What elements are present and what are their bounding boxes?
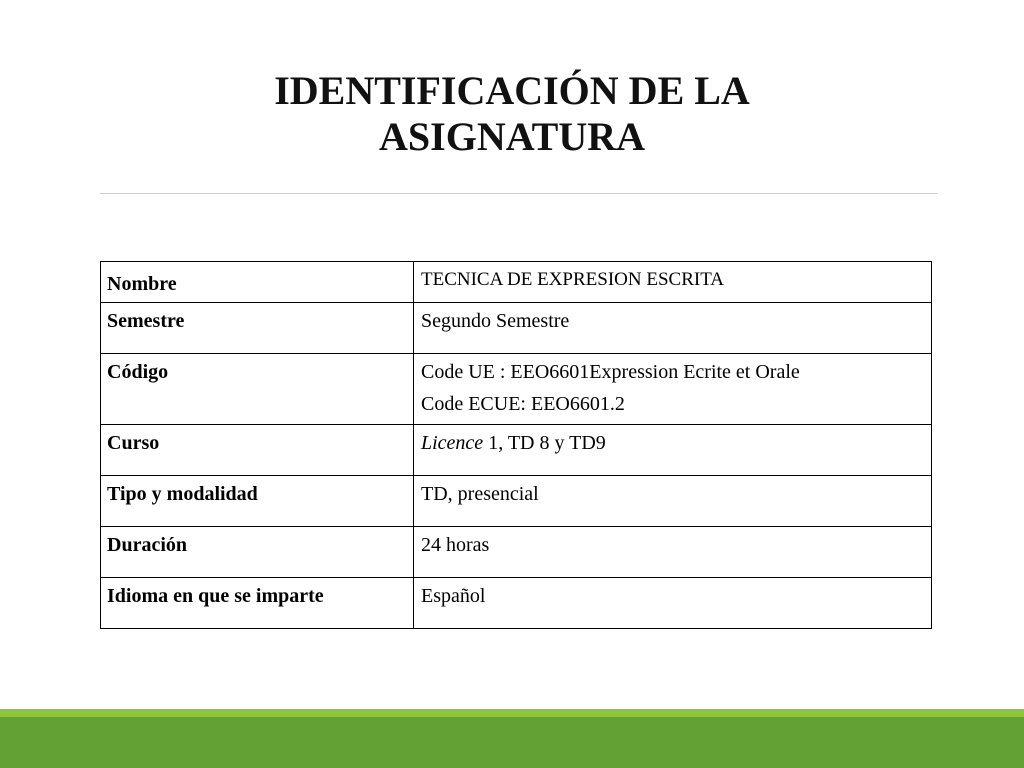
table-row	[101, 303, 932, 354]
slide-title-line-2: ASIGNATURA	[379, 114, 645, 159]
row-label-curso: Curso	[101, 425, 414, 476]
code-ecue-line: Code ECUE: EEO6601.2	[421, 393, 625, 415]
row-value-semestre	[414, 303, 932, 354]
slide-title	[0, 68, 1024, 160]
row-label-semestre: Semestre	[101, 303, 414, 354]
row-value-codigo	[414, 354, 932, 425]
table-row	[101, 527, 932, 578]
row-label-codigo: Código	[101, 354, 414, 425]
row-value-tipo	[414, 476, 932, 527]
table-row	[101, 425, 932, 476]
title-divider	[100, 193, 938, 194]
row-value-duracion	[414, 527, 932, 578]
row-value-idioma	[414, 578, 932, 629]
value-text: TD, presencial	[421, 483, 539, 505]
value-text: Español	[421, 585, 486, 607]
table-row	[101, 476, 932, 527]
row-label-tipo: Tipo y modalidad	[101, 476, 414, 527]
table-row	[101, 262, 932, 303]
slide-title-line-1: IDENTIFICACIÓN DE LA	[274, 68, 750, 113]
table-row	[101, 354, 932, 425]
course-info-table	[100, 261, 932, 629]
value-italic-text: Licence	[421, 432, 484, 454]
row-label-idioma: Idioma en que se imparte	[101, 578, 414, 629]
value-text: TECNICA DE EXPRESION ESCRITA	[421, 269, 725, 290]
row-value-curso	[414, 425, 932, 476]
value-text: 1, TD 8 y TD9	[483, 432, 606, 454]
table-row	[101, 578, 932, 629]
code-ue-line: Code UE : EEO6601Expression Ecrite et Orale	[421, 361, 800, 383]
footer-accent-bar-light	[0, 709, 1024, 717]
value-text: Segundo Semestre	[421, 310, 570, 332]
row-label-nombre: Nombre	[101, 262, 414, 303]
footer-accent-bar-dark	[0, 717, 1024, 768]
row-value-nombre	[414, 262, 932, 303]
value-text: 24 horas	[421, 534, 490, 556]
row-label-duracion: Duración	[101, 527, 414, 578]
